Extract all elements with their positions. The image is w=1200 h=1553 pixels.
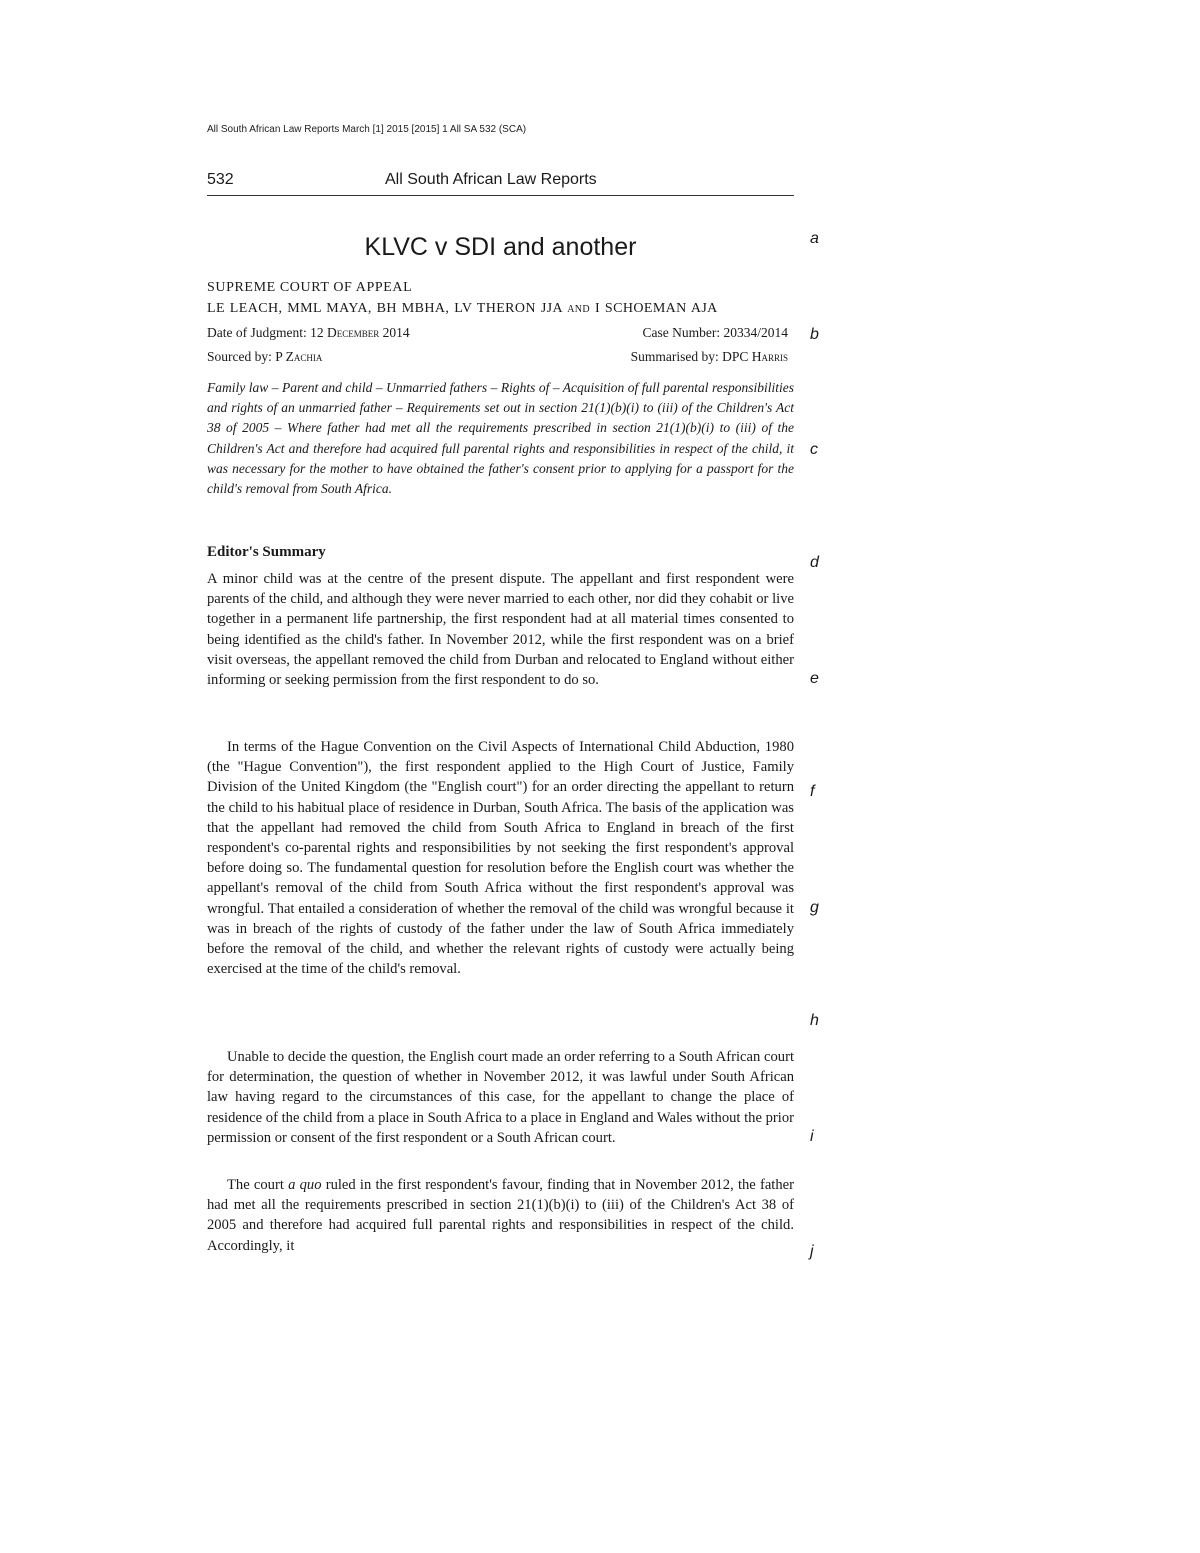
judges [207,301,718,317]
case-title: KLVC v SDI and another [364,233,637,261]
summary-paragraph: Unable to decide the question, the English court made an order referring to a South African court for determination, the question of whether in November 2012, it was lawful under South African law having regard to the circumstances of this case, for the appellant to change the place of residence of the child from a place in South Africa to a place in England and Wales without the prior permission or consent of the first respondent or a South African court. [207,1049,794,1146]
margin-letter: a [810,230,819,247]
summary-heading: Editor's Summary [207,544,326,560]
catchwords: Family law – Parent and child – Unmarried fathers – Rights of – Acquisition of full parental responsibilities and rights of an unmarried father – Requirements set out in section 21(1)(b)(i) to (iii) of the Children's Act 38 of 2005 – Where father had met all the requirements prescribed in section 21(1)(b)(i) to (iii) of the Children's Act and therefore had acquired full parental rights and responsibilities in respect of the child, it was necessary for the mother to have obtained the father's consent prior to applying for a passport for the child's removal from South Africa. [207,380,794,497]
sourced-by: Sourced by: P Zachia [207,349,323,364]
judges-conjunction: and [567,301,591,316]
margin-letter: f [810,783,815,800]
margin-letter: i [810,1128,814,1145]
page-number: 532 [207,171,234,188]
meta-row-sourced [207,349,788,365]
summary-paragraph: A minor child was at the centre of the present dispute. The appellant and first respondent were parents of the child, and although they were never married to each other, nor did they cohabit or live together in a permanent life partnership, the first respondent had at all material times consented to being identified as the child's father. In November 2012, while the first respondent was on a brief visit overseas, the appellant removed the child from Durban and relocated to England without either informing or seeking permission from the first respondent to do so. [207,571,794,689]
margin-letter: b [810,326,819,343]
case-number: Case Number: 20334/2014 [642,325,788,340]
judges-last: I SCHOEMAN AJA [594,301,718,316]
margin-letter: d [810,554,819,571]
margin-letter: j [810,1243,814,1260]
meta-row-judgment [207,325,788,341]
judgment-date: Date of Judgment: 12 December 2014 [207,325,410,340]
summary-paragraph: In terms of the Hague Convention on the Civil Aspects of International Child Abduction, 1980 (the "Hague Convention"), the first respondent applied to the High Court of Justice, Family Division of the United Kingdom (the "English court") for an order directing the appellant to return the child to his habitual place of residence in Durban, South Africa. The basis of the application was that the appellant had removed the child from South Africa to England in breach of the first respondent's co-parental rights and responsibilities by not seeking the first respondent's approval before doing so. The fundamental question for resolution before the English court was whether the appellant's removal of the child from South Africa without the first respondent's approval was wrongful. That entailed a consideration of whether the removal of the child was wrongful because it was in breach of the rights of custody of the father under the law of South Africa immediately before the removal of the child, and whether the relevant rights of custody were actually being exercised at the time of the child's removal. [207,739,794,978]
margin-letter: g [810,899,819,916]
judges-names: LE LEACH, MML MAYA, BH MBHA, LV THERON JJA [207,301,563,316]
report-title: All South African Law Reports [385,171,597,188]
running-head: All South African Law Reports March [1] 2015 [2015] 1 All SA 532 (SCA) [207,124,527,135]
margin-letter: h [810,1012,819,1029]
margin-letter: c [810,441,818,458]
court-name: SUPREME COURT OF APPEAL [207,280,413,295]
header-rule [207,195,794,196]
summary-paragraph: The court a quo ruled in the first respondent's favour, finding that in November 2012, the father had met all the requirements prescribed in section 21(1)(b)(i) to (iii) of the Children's Act 38 of 2005 and therefore had acquired full parental rights and responsibilities in respect of the child. Accordingly, it [207,1177,794,1254]
summarised-by: Summarised by: DPC Harris [630,349,788,364]
margin-letter: e [810,670,819,687]
